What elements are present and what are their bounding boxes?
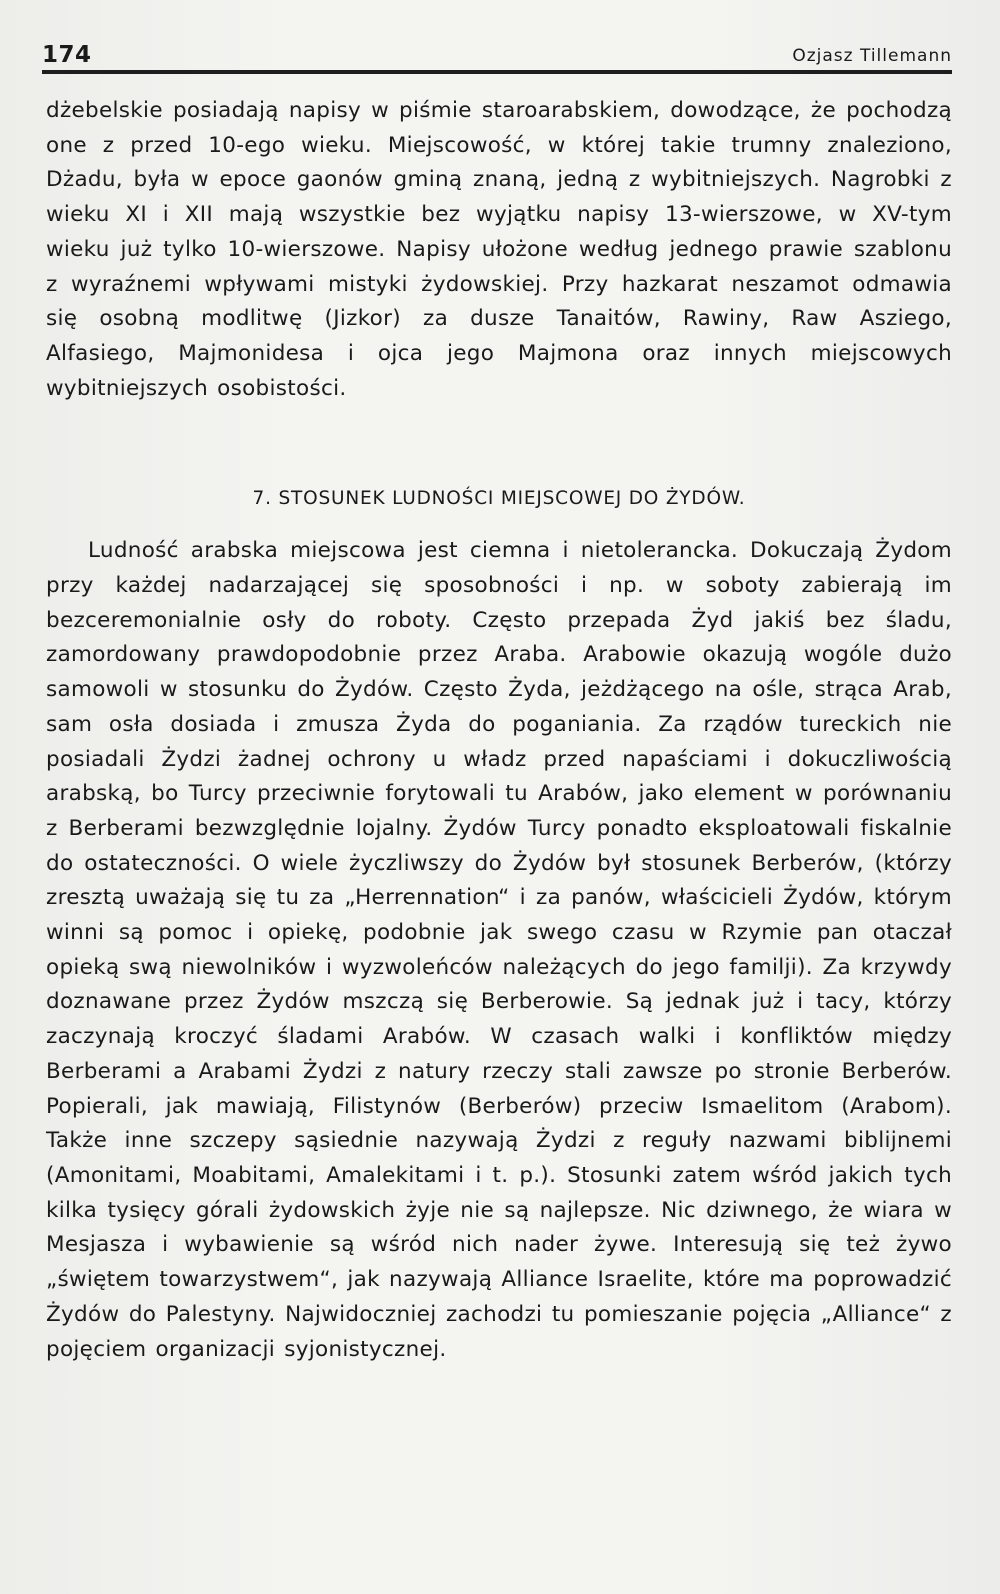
header-rule (42, 70, 952, 74)
page-header (42, 32, 952, 68)
running-head: Ozjasz Tillemann (792, 46, 952, 66)
paragraph-continued: dżebelskie posiadają napisy w piśmie staroarabskiem, dowodzące, że pochodzą one z przed 10-ego wieku. Miejscowość, w której takie trumny znaleziono, Dżadu, była w epoce gaonów gminą znaną, jedną z wybitniejszych. Nagrobki z wieku XI i XII mają wszystkie bez wyjątku napisy 13-wierszowe, w XV-tym wieku już tylko 10-wierszowe. Napisy ułożone według jednego prawie szablonu z wyraźnemi wpływami mistyki żydowskiej. Przy hazkarat neszamot odmawia się osobną modlitwę (Jizkor) za dusze Tanaitów, Rawiny, Raw Asziego, Alfasiego, Majmonidesa i ojca jego Majmona oraz innych miejscowych wybitniejszych osobistości. (46, 98, 952, 401)
paragraph-section-7: Ludność arabska miejscowa jest ciemna i nietolerancka. Dokuczają Żydom przy każdej nadarzającej się sposobności i np. w soboty zabierają im bezceremonialnie osły do roboty. Często przepada Żyd jakiś bez śladu, zamordowany prawdopodobnie przez Araba. Arabowie okazują wogóle dużo samowoli w stosunku do Żydów. Często Żyda, jeżdżącego na ośle, strąca Arab, sam osła dosiada i zmusza Żyda do poganiania. Za rządów tureckich nie posiadali Żydzi żadnej ochrony u władz przed napaściami i dokuczliwością arabską, bo Turcy przeciwnie forytowali tu Arabów, jako element w porównaniu z Berberami bezwzględnie lojalny. Żydów Turcy ponadto eksploatowali fiskalnie do ostateczności. O wiele życzliwszy do Żydów był stosunek Berberów, (którzy zresztą uważają się tu za „Herrennation“ i za panów, właścicieli Żydów, którym winni są pomoc i opiekę, podobnie jak swego czasu w Rzymie pan otaczał opieką swą niewolników i wyzwoleńców należących do jego familji). Za krzywdy doznawane przez Żydów mszczą się Berberowie. Są jednak już i tacy, którzy zaczynają kroczyć śladami Arabów. W czasach walki i konfliktów między Berberami a Arabami Żydzi z natury rzeczy stali zawsze po stronie Berberów. Popierali, jak mawiają, Filistynów (Berberów) przeciw Ismaelitom (Arabom). Także inne szczepy sąsiednie nazywają Żydzi z reguły nazwami biblijnemi (Amonitami, Moabitami, Amalekitami i t. p.). Stosunki zatem wśród jakich tych kilka tysięcy górali żydowskich żyje nie są najlepsze. Nic dziwnego, że wiara w Mesjasza i wybawienie są wśród nich nader żywe. Interesują się też żywo „świętem towarzystwem“, jak nazywają Alliance Israelite, które ma poprowadzić Żydów do Palestyny. Najwidoczniej zachodzi tu pomieszanie pojęcia „Alliance“ z pojęciem organizacji syjonistycznej. (46, 538, 952, 1362)
section-heading: 7. STOSUNEK LUDNOŚCI MIEJSCOWEJ DO ŻYDÓW. (252, 488, 746, 510)
page-number: 174 (42, 42, 92, 68)
page-body (46, 94, 952, 1367)
